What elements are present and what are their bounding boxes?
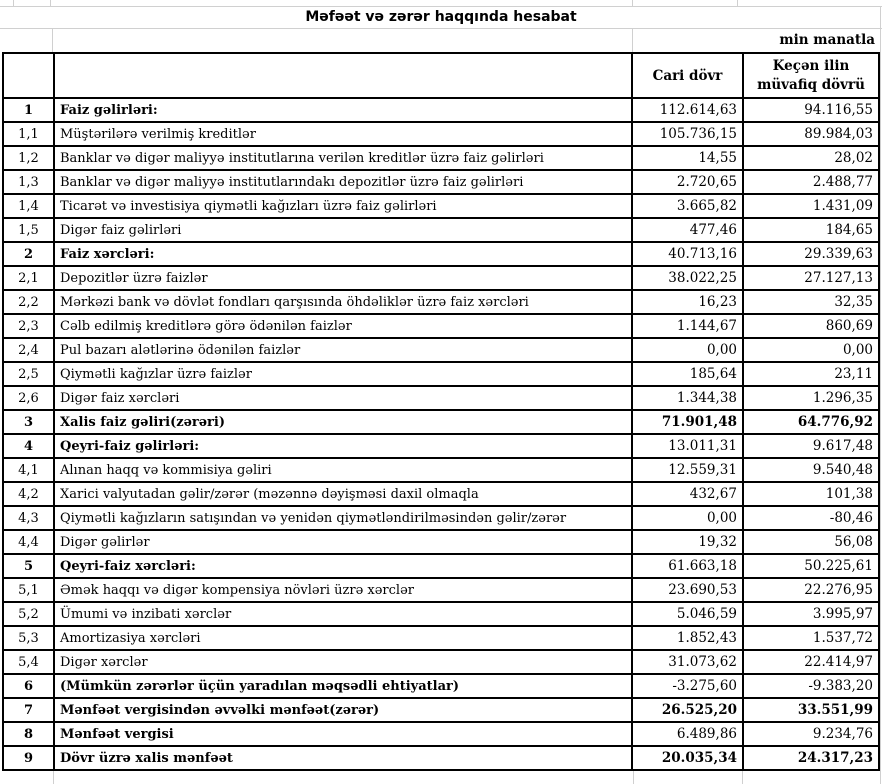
row-number-cell: 2,4 <box>3 338 54 362</box>
row-label-cell: Pul bazarı alətlərinə ödənilən faizlər <box>54 338 632 362</box>
current-value-cell: 3.665,82 <box>632 194 743 218</box>
row-label-cell: Depozitlər üzrə faizlər <box>54 266 632 290</box>
current-value-cell: 477,46 <box>632 218 743 242</box>
previous-value-cell: -80,46 <box>743 506 879 530</box>
previous-value-cell: 1.537,72 <box>743 626 879 650</box>
previous-value-cell: 22.276,95 <box>743 578 879 602</box>
previous-value-cell: 89.984,03 <box>743 122 879 146</box>
row-number-cell: 4,3 <box>3 506 54 530</box>
table-row <box>3 626 879 650</box>
row-number-cell: 2,2 <box>3 290 54 314</box>
table-row <box>3 506 879 530</box>
previous-value-cell: 28,02 <box>743 146 879 170</box>
header-cell-number <box>3 53 54 98</box>
previous-period-label: Keçən ilin müvafiq dövrü <box>757 57 865 93</box>
current-value-cell: 2.720,65 <box>632 170 743 194</box>
current-value-cell: 16,23 <box>632 290 743 314</box>
gridline-fragment <box>52 29 53 52</box>
row-label-cell: Digər xərclər <box>54 650 632 674</box>
row-label-cell: Digər gəlirlər <box>54 530 632 554</box>
current-value-cell: 23.690,53 <box>632 578 743 602</box>
row-number-cell: 9 <box>3 746 54 770</box>
gridline-fragment <box>633 771 634 784</box>
previous-value-cell: 0,00 <box>743 338 879 362</box>
row-label-cell: Banklar və digər maliyyə institutlarındakı depozitlər üzrə faiz gəlirləri <box>54 170 632 194</box>
previous-value-cell: 23,11 <box>743 362 879 386</box>
table-row <box>3 458 879 482</box>
row-number-cell: 2,1 <box>3 266 54 290</box>
table-header-row <box>3 53 879 98</box>
table-row <box>3 170 879 194</box>
row-number-cell: 6 <box>3 674 54 698</box>
previous-value-cell: 184,65 <box>743 218 879 242</box>
current-value-cell: 20.035,34 <box>632 746 743 770</box>
row-number-cell: 5,3 <box>3 626 54 650</box>
current-value-cell: 0,00 <box>632 338 743 362</box>
header-cell-current-period: Cari dövr <box>632 53 743 98</box>
row-label-cell: Xalis faiz gəliri(zərəri) <box>54 410 632 434</box>
unit-row <box>0 29 882 52</box>
table-row <box>3 98 879 122</box>
table-row <box>3 218 879 242</box>
row-number-cell: 5 <box>3 554 54 578</box>
row-number-cell: 1,3 <box>3 170 54 194</box>
previous-value-cell: 3.995,97 <box>743 602 879 626</box>
table-row <box>3 602 879 626</box>
row-number-cell: 2,6 <box>3 386 54 410</box>
previous-value-cell: 1.431,09 <box>743 194 879 218</box>
row-label-cell: Xarici valyutadan gəlir/zərər (məzənnə dəyişməsi daxil olmaqla <box>54 482 632 506</box>
row-label-cell: Amortizasiya xərcləri <box>54 626 632 650</box>
current-value-cell: 432,67 <box>632 482 743 506</box>
current-value-cell: 0,00 <box>632 506 743 530</box>
row-label-cell: Mənfəət vergisi <box>54 722 632 746</box>
row-number-cell: 2 <box>3 242 54 266</box>
previous-value-cell: 24.317,23 <box>743 746 879 770</box>
previous-value-cell: 33.551,99 <box>743 698 879 722</box>
row-label-cell: Digər faiz xərcləri <box>54 386 632 410</box>
table-row <box>3 386 879 410</box>
current-value-cell: 1.144,67 <box>632 314 743 338</box>
row-number-cell: 4,4 <box>3 530 54 554</box>
current-value-cell: 185,64 <box>632 362 743 386</box>
row-number-cell: 5,4 <box>3 650 54 674</box>
previous-value-cell: 22.414,97 <box>743 650 879 674</box>
previous-value-cell: 9.617,48 <box>743 434 879 458</box>
table-row <box>3 242 879 266</box>
table-row <box>3 722 879 746</box>
row-number-cell: 8 <box>3 722 54 746</box>
current-value-cell: 71.901,48 <box>632 410 743 434</box>
row-label-cell: Müştərilərə verilmiş kreditlər <box>54 122 632 146</box>
previous-value-cell: 56,08 <box>743 530 879 554</box>
gridline-fragment <box>53 771 54 784</box>
row-number-cell: 1 <box>3 98 54 122</box>
row-number-cell: 4 <box>3 434 54 458</box>
table-row <box>3 314 879 338</box>
table-row <box>3 146 879 170</box>
row-label-cell: Qiymətli kağızların satışından və yenidən qiymətləndirilməsindən gəlir/zərər <box>54 506 632 530</box>
row-number-cell: 7 <box>3 698 54 722</box>
previous-value-cell: 32,35 <box>743 290 879 314</box>
current-value-cell: 112.614,63 <box>632 98 743 122</box>
current-value-cell: 6.489,86 <box>632 722 743 746</box>
current-value-cell: 31.073,62 <box>632 650 743 674</box>
table-row <box>3 482 879 506</box>
row-number-cell: 4,1 <box>3 458 54 482</box>
row-label-cell: Qeyri-faiz xərcləri: <box>54 554 632 578</box>
unit-label: min manatla <box>779 32 875 48</box>
row-label-cell: Əmək haqqı və digər kompensiya növləri üzrə xərclər <box>54 578 632 602</box>
row-label-cell: Mərkəzi bank və dövlət fondları qarşısında öhdəliklər üzrə faiz xərcləri <box>54 290 632 314</box>
row-label-cell: Cəlb edilmiş kreditlərə görə ödənilən faizlər <box>54 314 632 338</box>
table-row <box>3 530 879 554</box>
previous-value-cell: 101,38 <box>743 482 879 506</box>
table-row <box>3 194 879 218</box>
row-number-cell: 5,2 <box>3 602 54 626</box>
table-row <box>3 290 879 314</box>
row-number-cell: 2,5 <box>3 362 54 386</box>
current-value-cell: 14,55 <box>632 146 743 170</box>
previous-value-cell: -9.383,20 <box>743 674 879 698</box>
current-value-cell: 105.736,15 <box>632 122 743 146</box>
current-value-cell: 19,32 <box>632 530 743 554</box>
row-number-cell: 5,1 <box>3 578 54 602</box>
current-value-cell: 38.022,25 <box>632 266 743 290</box>
table-row <box>3 434 879 458</box>
gridline-fragment <box>632 29 633 52</box>
current-value-cell: 12.559,31 <box>632 458 743 482</box>
previous-value-cell: 50.225,61 <box>743 554 879 578</box>
row-label-cell: Banklar və digər maliyyə institutlarına verilən kreditlər üzrə faiz gəlirləri <box>54 146 632 170</box>
table-row <box>3 362 879 386</box>
table-row <box>3 746 879 770</box>
table-row <box>3 554 879 578</box>
row-label-cell: Ticarət və investisiya qiymətli kağızları üzrə faiz gəlirləri <box>54 194 632 218</box>
previous-value-cell: 29.339,63 <box>743 242 879 266</box>
report-title: Məfəət və zərər haqqında hesabat <box>305 8 577 25</box>
previous-value-cell: 860,69 <box>743 314 879 338</box>
table-row <box>3 122 879 146</box>
table-row <box>3 578 879 602</box>
gridline-fragment <box>742 771 743 784</box>
row-number-cell: 1,1 <box>3 122 54 146</box>
table-row <box>3 674 879 698</box>
table-row <box>3 266 879 290</box>
previous-value-cell: 9.234,76 <box>743 722 879 746</box>
row-label-cell: Ümumi və inzibati xərclər <box>54 602 632 626</box>
row-label-cell: Alınan haqq və kommisiya gəliri <box>54 458 632 482</box>
row-label-cell: Qeyri-faiz gəlirləri: <box>54 434 632 458</box>
table-row <box>3 650 879 674</box>
row-label-cell: Faiz gəlirləri: <box>54 98 632 122</box>
row-label-cell: Dövr üzrə xalis mənfəət <box>54 746 632 770</box>
previous-value-cell: 9.540,48 <box>743 458 879 482</box>
row-label-cell: (Mümkün zərərlər üçün yaradılan məqsədli ehtiyatlar) <box>54 674 632 698</box>
row-number-cell: 1,5 <box>3 218 54 242</box>
current-value-cell: 61.663,18 <box>632 554 743 578</box>
current-value-cell: 13.011,31 <box>632 434 743 458</box>
previous-value-cell: 27.127,13 <box>743 266 879 290</box>
current-value-cell: 1.852,43 <box>632 626 743 650</box>
previous-value-cell: 64.776,92 <box>743 410 879 434</box>
row-label-cell: Faiz xərcləri: <box>54 242 632 266</box>
current-value-cell: 26.525,20 <box>632 698 743 722</box>
row-label-cell: Qiymətli kağızlar üzrə faizlər <box>54 362 632 386</box>
current-value-cell: -3.275,60 <box>632 674 743 698</box>
row-label-cell: Digər faiz gəlirləri <box>54 218 632 242</box>
header-cell-previous-period <box>743 53 879 98</box>
report-title-row <box>0 6 882 27</box>
gridline-fragment <box>880 6 881 784</box>
row-label-cell: Mənfəət vergisindən əvvəlki mənfəət(zərər) <box>54 698 632 722</box>
current-value-cell: 5.046,59 <box>632 602 743 626</box>
row-number-cell: 3 <box>3 410 54 434</box>
previous-value-cell: 94.116,55 <box>743 98 879 122</box>
row-number-cell: 1,2 <box>3 146 54 170</box>
previous-value-cell: 2.488,77 <box>743 170 879 194</box>
header-cell-label <box>54 53 632 98</box>
current-value-cell: 1.344,38 <box>632 386 743 410</box>
row-number-cell: 2,3 <box>3 314 54 338</box>
profit-loss-table <box>2 52 880 771</box>
current-value-cell: 40.713,16 <box>632 242 743 266</box>
table-row <box>3 410 879 434</box>
table-row <box>3 338 879 362</box>
row-number-cell: 1,4 <box>3 194 54 218</box>
row-number-cell: 4,2 <box>3 482 54 506</box>
previous-value-cell: 1.296,35 <box>743 386 879 410</box>
table-row <box>3 698 879 722</box>
